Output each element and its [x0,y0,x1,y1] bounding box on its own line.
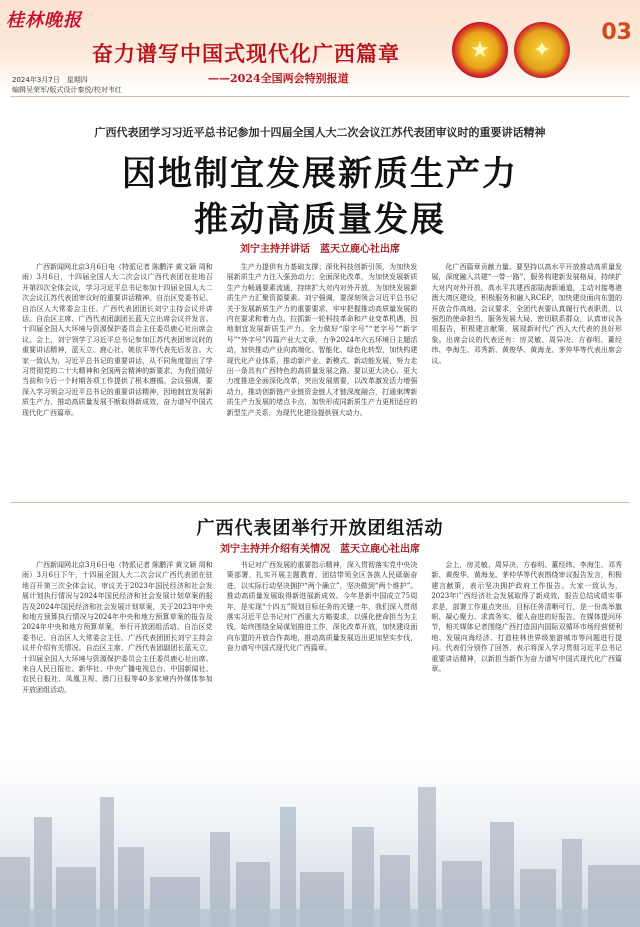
divider [10,96,630,97]
issue-meta [12,75,122,95]
article1-headline-line1: 因地制宜发展新质生产力 [122,154,518,194]
national-emblem-icon: ★ [452,22,508,78]
article1-body [22,262,622,494]
article2-column: 书记对广西发展的重要指示精神，深入贯彻落实党中央决策部署，扎实开展主题教育，团结带领全区各族人民砥砺奋进，以实际行动坚决拥护“两个确立”，坚决做到“两个维护”。推动高质量发展取得新进展新成效。今年是新中国成立75周年，是实现“十四五”规划目标任务的关键一年，我们深入贯彻落实习近平总书记对广西重大方略要求，以强化使命担当为主线，始终围绕全局谋划推进工作，深化改革开放，加快建设面向东盟的开放合作高地，推动高质量发展迈出更加坚实步伐，奋力谱写中国式现代化广西篇章。 [226,561,418,653]
city-skyline-photo [0,760,640,927]
paper-logo: 桂林晚报 [6,10,82,31]
article1-byline: 刘宁主持并讲话 蓝天立鹿心社出席 [240,244,400,255]
article2-byline: 刘宁主持并介绍有关情况 蓝天立鹿心社出席 [220,544,420,555]
article1-column: 生产力提供有力基础支撑；深化科技创新引领，为加快发展新质生产力注入强劲动力；全面深化改革，为加快发展新质生产力畅通要素流通，持续扩大对内对外开放，为加快发展新质生产力汇聚资源要素。刘宁强调，要深刻领会习近平总书记关于发展新质生产力的重要要求，牢牢把握推动高质量发展的内在要求和着力点，拉抓新一轮科技革命和产业变革机遇，因地制宜发展新质生产力。全力做好“原字号”“老字号”“新字号”“外字号”四篇产业大文章，力争2024年六五环境日主题活动，加快推动产业向高端化、智能化、绿色化转型，加快构建现代化产业体系，推动新产业、新模式、新动能发展，努力走出一条具有广西特色的高质量发展之路。要以更大决心、更大力度推进全面深化改革，突出发展需要，以改革激发活力增强动力，推动创新链产业链资金链人才链深度融合，打通束缚新质生产力发展的堵点卡点，加快形成同新质生产力更相适应的新型生产关系，为现代化建设提供强大动力。 [226,263,418,417]
congress-emblem-icon: ✦ [514,22,570,78]
article2-headline: 广西代表团举行开放团组活动 [196,518,444,539]
banner-subtitle: ——2024全国两会特别报道 [208,72,349,85]
article1-headline-line2: 推动高质量发展 [194,200,446,240]
banner-title: 奋力谱写中国式现代化广西篇章 [92,42,400,66]
article1-column: 广西新闻网北京3月6日电（特派记者 陈鹏洋 黄文颖 周和雨）3月6日，十四届全国人大二次会议广西代表团在驻地召开第四次全体会议，学习习近平总书记参加十四届全国人大二次会议江苏代表团审议时的重要讲话精神。自治区党委书记、自治区人大常委会主任、广西代表团团长刘宁主持会议并讲话。自治区主席、广西代表团副团长蓝天立出席会议并发言。十四届全国人大环境与资源保护委员会主任委员鹿心社出席会议。会上，刘宁领学了习近平总书记参加江苏代表团审议时的重要讲话精神，蓝天立、鹿心社、姚依平等代表先后发言。大家一致认为，习近平总书记的重要讲话，从不同角度提出了学习贯彻党的二十大精神和全国两会精神的新要求，为我们做好当前和今后一个时期各项工作提供了根本遵循。会议强调，要深入学习领会习近平总书记的重要讲话精神，因地制宜发展新质生产力，推动高质量发展不断取得新成效，奋力谱写中国式现代化广西篇章。 [22,263,213,417]
page-number: 03 [601,20,632,45]
editor-credits: 编辑吴荣军/版式设计秦悦/校对韦红 [12,86,122,94]
masthead [0,0,640,92]
article1-kicker: 广西代表团学习习近平总书记参加十四届全国人大二次会议江苏代表团审议时的重要讲话精神 [94,126,546,139]
divider [10,502,630,503]
article2-column: 会上，房灵敏、周异决、方春明、董经纬、李海生、邓秀新、黄俊华、黄海龙、茅仲华等代表围绕审议报告发言，积极建言献策，表示坚决拥护政府工作报告。大家一致认为，2023年广西经济社会发展取得了新成效，报告总结成绩实事求是，部署工作重点突出，目标任务清晰可行，是一份高举旗帜、凝心聚力、求真务实、催人奋进的好报告。在媒体提问环节，相关媒体记者围绕广西打造国内国际双循环市场经营便利地、发展向海经济、打造桂林世界级旅游城市等问题进行提问。代表们分别作了回答，表示将深入学习贯彻习近平总书记重要讲话精神，以新担当新作为奋力谱写中国式现代化广西篇章。 [431,561,623,674]
issue-date: 2024年3月7日 星期四 [12,76,88,84]
article2-body [22,560,622,756]
article2-column: 广西新闻网北京3月6日电（特派记者 陈鹏洋 黄文颖 周和雨）3月6日下午，十四届全国人大二次会议广西代表团在驻地召开第三次全体会议，审议关于2023年国民经济和社会发展计划执行情况与2024年国民经济和社会发展计划草案的报告及2024年国民经济和社会发展计划草案，关于2023年中央和地方预算执行情况与2024年中央和地方预算草案的报告及2024年中央和地方预算草案，举行开放团组活动。自治区党委书记、自治区人大常委会主任、广西代表团团长刘宁主持会议并介绍有关情况。自治区主席、广西代表团副团长蓝天立，十四届全国人大环境与资源保护委员会主任委员鹿心社出席。来自人民日报社、新华社、中央广播电视总台、中国新闻社、农民日报社、凤凰卫视、澳门日报等40多家境内外媒体参加开放团组活动。 [22,561,213,694]
article1-column: 化广西篇章贡献力量。要坚持以高水平开放推动高质量发展，深度融入共建“一带一路”，服务构建新发展格局，持续扩大对内对外开放，高水平共建西部陆海新通道，主动对接粤港澳大湾区建设，积极服务和融入RCEP，加快建设面向东盟的开放合作高地。会议要求，全团代表要认真履行代表职责，以强烈的使命担当，服务发展大局，密切联系群众，认真审议各项报告，积极建言献策，展现新时代广西人大代表的良好形象。出席会议的代表还有：房灵敏、周异决、方春明、董经纬、李海生、邓秀新、黄俊华、黄海龙、茅仲华等代表出席会议。 [431,263,623,365]
